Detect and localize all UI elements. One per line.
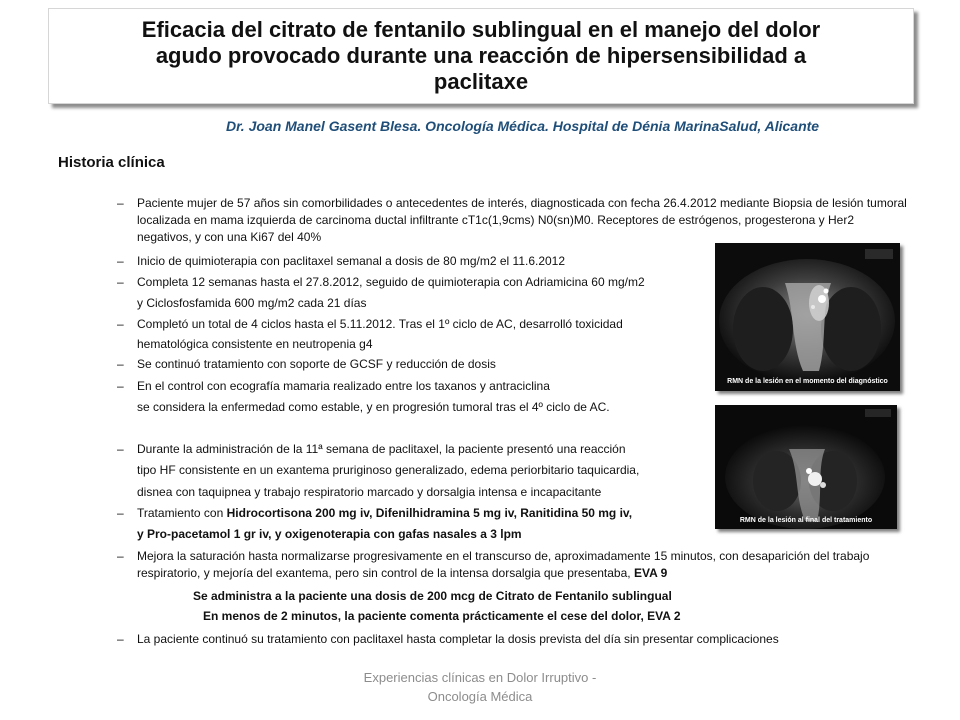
mri-scan-graphic xyxy=(715,243,900,391)
history-item-cycles: Completó un total de 4 ciclos hasta el 5.11.2012. Tras el 1º ciclo de AC, desarrolló toxicidad xyxy=(137,317,623,331)
pain-relief-line: En menos de 2 minutos, la paciente comenta prácticamente el cese del dolor, EVA 2 xyxy=(203,609,681,623)
eva-score: EVA 9 xyxy=(633,566,668,580)
treatment-prefix: Tratamiento con xyxy=(137,506,227,520)
bullet-dash: – xyxy=(117,632,124,646)
bullet-dash: – xyxy=(117,317,124,331)
history-item-gcsf: Se continuó tratamiento con soporte de GCSF y reducción de dosis xyxy=(137,357,496,371)
bullet-dash: – xyxy=(117,357,124,371)
treatment-drugs: Hidrocortisona 200 mg iv, Difenilhidramina 5 mg iv, Ranitidina 50 mg iv, xyxy=(226,506,633,520)
history-item-weeks: Completa 12 semanas hasta el 27.8.2012, seguido de quimioterapia con Adriamicina 60 mg/m2 xyxy=(137,275,645,289)
history-item-treatment xyxy=(137,505,632,522)
author-line: Dr. Joan Manel Gasent Blesa. Oncología Médica. Hospital de Dénia MarinaSalud, Alicante xyxy=(226,118,820,134)
slide-title-line-3: paclitaxe xyxy=(433,69,529,94)
improvement-text: Mejora la saturación hasta normalizarse progresivamente en el transcurso de, aproximadamente 15 minutos, con desaparición del trabajo respiratorio, y mejoría del exantema, pero sin control de la intensa dorsalgia que presentaba, xyxy=(137,549,870,580)
bullet-dash: – xyxy=(117,506,124,520)
history-item-cycles-continued: hematológica consistente en neutropenia g4 xyxy=(137,337,373,351)
mri-scan-graphic xyxy=(715,405,897,529)
history-item-treatment-continued: y Pro-pacetamol 1 gr iv, y oxigenoterapia con gafas nasales a 3 lpm xyxy=(137,527,522,541)
history-item-ultrasound: En el control con ecografía mamaria realizado entre los taxanos y antraciclina xyxy=(137,379,550,393)
footer xyxy=(330,668,630,706)
fentanyl-dose-line: Se administra a la paciente una dosis de 200 mcg de Citrato de Fentanilo sublingual xyxy=(193,589,672,603)
history-item-diagnosis: Paciente mujer de 57 años sin comorbilidades o antecedentes de interés, diagnosticada con fecha 26.4.2012 mediante Biopsia de lesión tumoral localizada en mama izquierda de carcinoma ductal infiltrante cT1c(1,9cms) N0(sn)M0. Receptores de estrógenos, progesterona y Her2 negativos, y con una Ki67 del 40% xyxy=(137,196,907,244)
mri-image-diagnosis xyxy=(715,243,900,391)
slide-title-line-1: Eficacia del citrato de fentanilo sublingual en el manejo del dolor xyxy=(141,17,821,42)
footer-line-1: Experiencias clínicas en Dolor Irruptivo - xyxy=(363,670,597,685)
mri-caption-end-of-treatment: RMN de la lesión al final del tratamiento xyxy=(739,517,873,524)
history-item-improvement xyxy=(137,548,907,582)
history-item-ultrasound-continued: se considera la enfermedad como estable, y en progresión tumoral tras el 4º ciclo de AC. xyxy=(137,400,610,414)
history-item-reaction-line-2: tipo HF consistente en un exantema pruriginoso generalizado, edema periorbitario taquicardia, xyxy=(137,463,640,477)
history-item-weeks-continued: y Ciclosfosfamida 600 mg/m2 cada 21 días xyxy=(137,296,367,310)
title-box xyxy=(48,8,914,104)
history-item-chemo-start: Inicio de quimioterapia con paclitaxel semanal a dosis de 80 mg/m2 el 11.6.2012 xyxy=(137,254,566,268)
bullet-dash: – xyxy=(117,379,124,393)
section-title: Historia clínica xyxy=(58,154,165,171)
bullet-dash: – xyxy=(117,196,124,210)
history-item-reaction: Durante la administración de la 11ª semana de paclitaxel, la paciente presentó una reacción xyxy=(137,442,626,456)
bullet-dash: – xyxy=(117,549,124,563)
slide-title-line-2: agudo provocado durante una reacción de hipersensibilidad a xyxy=(155,43,807,68)
history-item-reaction-line-3: disnea con taquipnea y trabajo respiratorio marcado y dorsalgia intensa e incapacitante xyxy=(137,485,602,499)
footer-line-2: Oncología Médica xyxy=(427,689,533,704)
mri-image-end-of-treatment xyxy=(715,405,897,529)
history-item-continuation: La paciente continuó su tratamiento con paclitaxel hasta completar la dosis prevista del día sin presentar complicaciones xyxy=(137,632,779,646)
bullet-dash: – xyxy=(117,254,124,268)
bullet-dash: – xyxy=(117,275,124,289)
mri-caption-diagnosis: RMN de la lesión en el momento del diagnóstico xyxy=(727,378,888,385)
bullet-dash: – xyxy=(117,442,124,456)
